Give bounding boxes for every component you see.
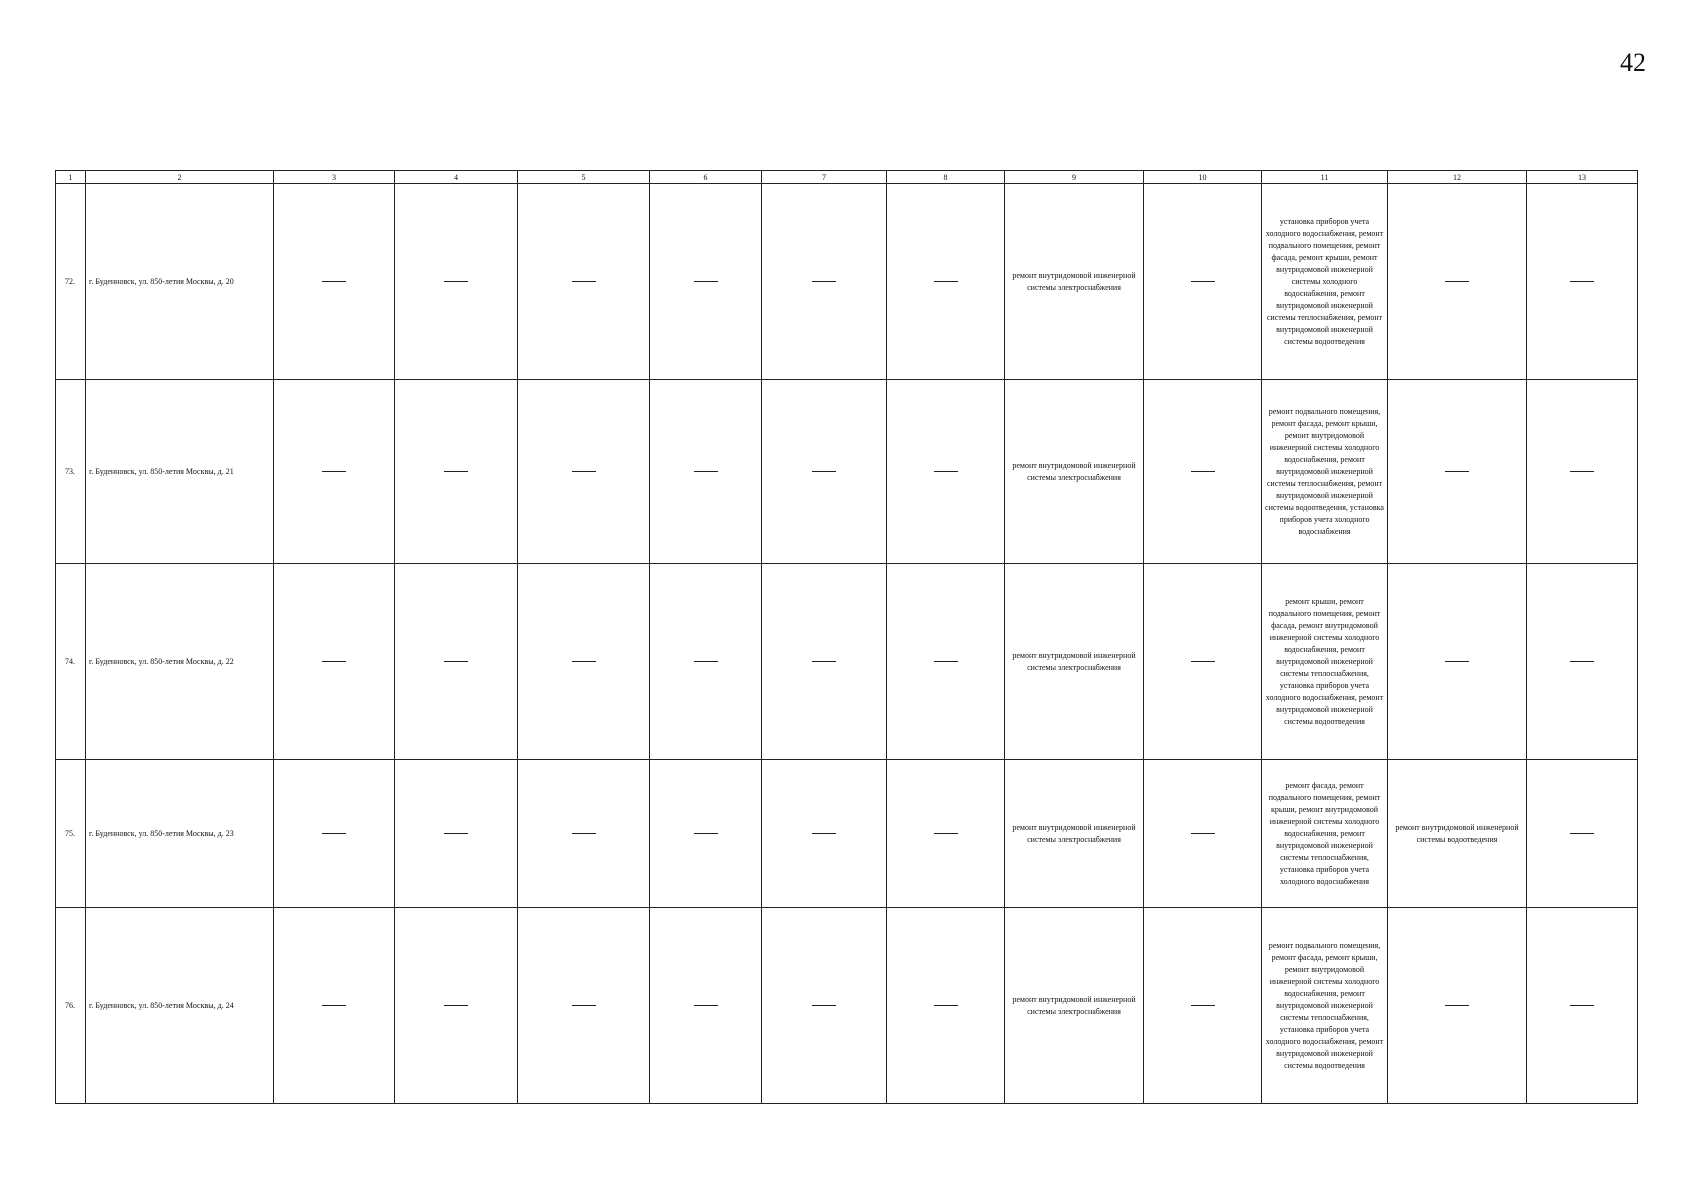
empty-cell-4 [395,760,518,908]
empty-cell-6 [650,564,762,760]
empty-cell-8 [887,184,1005,380]
dash-mark [444,661,468,662]
dash-mark [322,471,346,472]
empty-cell-8 [887,380,1005,564]
work-electric: ремонт внутридомовой инженерной системы электроснабжения [1005,564,1144,760]
dash-mark [444,471,468,472]
empty-cell-12 [1388,908,1527,1104]
dash-mark [812,471,836,472]
work-list: ремонт фасада, ремонт подвального помещения, ремонт крыши, ремонт внутридомовой инженерной системы холодного водоснабжения, ремонт внутридомовой инженерной системы теплоснабжения, установка приборов учета холодного водоснабжения [1262,760,1388,908]
header-cell-13: 13 [1527,171,1638,184]
empty-cell-6 [650,380,762,564]
header-cell-5: 5 [518,171,650,184]
empty-cell-13 [1527,564,1638,760]
empty-cell-3 [274,564,395,760]
empty-cell-7 [762,380,887,564]
empty-cell-5 [518,184,650,380]
dash-mark [1445,1005,1469,1006]
work-list: установка приборов учета холодного водоснабжения, ремонт подвального помещения, ремонт фасада, ремонт крыши, ремонт внутридомовой инженерной системы холодного водоснабжения, ремонт внутридомовой инженерной системы теплоснабжения, ремонт внутридомовой инженерной системы водоотведения [1262,184,1388,380]
dash-mark [812,661,836,662]
row-number: 73. [56,380,86,564]
header-cell-6: 6 [650,171,762,184]
table-row [56,760,1638,908]
empty-cell-8 [887,760,1005,908]
empty-cell-12 [1388,184,1527,380]
registry-table [55,170,1638,1104]
empty-cell-7 [762,184,887,380]
dash-mark [812,833,836,834]
empty-cell-6 [650,184,762,380]
header-cell-7: 7 [762,171,887,184]
empty-cell-4 [395,184,518,380]
empty-cell-7 [762,760,887,908]
dash-mark [694,661,718,662]
work-list: ремонт подвального помещения, ремонт фасада, ремонт крыши, ремонт внутридомовой инженерной системы холодного водоснабжения, ремонт внутридомовой инженерной системы теплоснабжения, установка приборов учета холодного водоснабжения, ремонт внутридомовой инженерной системы водоотведения [1262,908,1388,1104]
dash-mark [322,833,346,834]
header-cell-8: 8 [887,171,1005,184]
dash-mark [444,1005,468,1006]
dash-mark [1445,281,1469,282]
dash-mark [934,833,958,834]
dash-mark [1570,471,1594,472]
work-list: ремонт крыши, ремонт подвального помещения, ремонт фасада, ремонт внутридомовой инженерной системы холодного водоснабжения, ремонт внутридомовой инженерной системы теплоснабжения, установка приборов учета холодного водоснабжения, ремонт внутридомовой инженерной системы водоотведения [1262,564,1388,760]
empty-cell-8 [887,564,1005,760]
row-address: г. Буденновск, ул. 850-летия Москвы, д. 21 [86,380,274,564]
header-cell-12: 12 [1388,171,1527,184]
empty-cell-6 [650,760,762,908]
dash-mark [1570,281,1594,282]
header-cell-3: 3 [274,171,395,184]
work-list: ремонт подвального помещения, ремонт фасада, ремонт крыши, ремонт внутридомовой инженерной системы холодного водоснабжения, ремонт внутридомовой инженерной системы теплоснабжения, ремонт внутридомовой инженерной системы водоотведения, установка приборов учета холодного водоснабжения [1262,380,1388,564]
empty-cell-5 [518,564,650,760]
empty-cell-3 [274,908,395,1104]
table-row [56,908,1638,1104]
table-row [56,184,1638,380]
dash-mark [322,281,346,282]
empty-cell-3 [274,760,395,908]
dash-mark [934,471,958,472]
dash-mark [572,281,596,282]
empty-cell-10 [1144,564,1262,760]
work-drainage: ремонт внутридомовой инженерной системы водоотведения [1388,760,1527,908]
dash-mark [1191,281,1215,282]
dash-mark [812,1005,836,1006]
empty-cell-3 [274,380,395,564]
dash-mark [572,471,596,472]
empty-cell-13 [1527,760,1638,908]
empty-cell-13 [1527,380,1638,564]
empty-cell-7 [762,908,887,1104]
header-cell-11: 11 [1262,171,1388,184]
header-cell-1: 1 [56,171,86,184]
dash-mark [1570,661,1594,662]
empty-cell-8 [887,908,1005,1104]
dash-mark [572,833,596,834]
dash-mark [1445,661,1469,662]
row-number: 76. [56,908,86,1104]
dash-mark [812,281,836,282]
row-number: 72. [56,184,86,380]
table-row [56,564,1638,760]
dash-mark [694,1005,718,1006]
work-electric: ремонт внутридомовой инженерной системы электроснабжения [1005,184,1144,380]
row-number: 74. [56,564,86,760]
empty-cell-10 [1144,184,1262,380]
empty-cell-4 [395,380,518,564]
dash-mark [934,661,958,662]
dash-mark [444,281,468,282]
dash-mark [1191,661,1215,662]
empty-cell-4 [395,564,518,760]
empty-cell-10 [1144,380,1262,564]
dash-mark [322,1005,346,1006]
row-address: г. Буденновск, ул. 850-летия Москвы, д. 23 [86,760,274,908]
row-number: 75. [56,760,86,908]
header-cell-10: 10 [1144,171,1262,184]
empty-cell-5 [518,760,650,908]
empty-cell-3 [274,184,395,380]
work-electric: ремонт внутридомовой инженерной системы электроснабжения [1005,380,1144,564]
dash-mark [1570,833,1594,834]
empty-cell-10 [1144,908,1262,1104]
header-row [56,171,1638,184]
row-address: г. Буденновск, ул. 850-летия Москвы, д. 20 [86,184,274,380]
empty-cell-12 [1388,380,1527,564]
dash-mark [1191,833,1215,834]
dash-mark [1445,471,1469,472]
dash-mark [934,281,958,282]
header-cell-4: 4 [395,171,518,184]
dash-mark [572,661,596,662]
empty-cell-7 [762,564,887,760]
work-electric: ремонт внутридомовой инженерной системы электроснабжения [1005,760,1144,908]
dash-mark [694,471,718,472]
header-cell-2: 2 [86,171,274,184]
dash-mark [572,1005,596,1006]
dash-mark [694,281,718,282]
empty-cell-10 [1144,760,1262,908]
dash-mark [694,833,718,834]
dash-mark [1191,471,1215,472]
empty-cell-5 [518,908,650,1104]
page-number: 42 [1620,48,1646,77]
header-cell-9: 9 [1005,171,1144,184]
dash-mark [934,1005,958,1006]
empty-cell-12 [1388,564,1527,760]
empty-cell-5 [518,380,650,564]
empty-cell-6 [650,908,762,1104]
row-address: г. Буденновск, ул. 850-летия Москвы, д. 24 [86,908,274,1104]
row-address: г. Буденновск, ул. 850-летия Москвы, д. 22 [86,564,274,760]
empty-cell-13 [1527,184,1638,380]
table-row [56,380,1638,564]
empty-cell-13 [1527,908,1638,1104]
work-electric: ремонт внутридомовой инженерной системы электроснабжения [1005,908,1144,1104]
dash-mark [444,833,468,834]
dash-mark [322,661,346,662]
empty-cell-4 [395,908,518,1104]
dash-mark [1191,1005,1215,1006]
dash-mark [1570,1005,1594,1006]
